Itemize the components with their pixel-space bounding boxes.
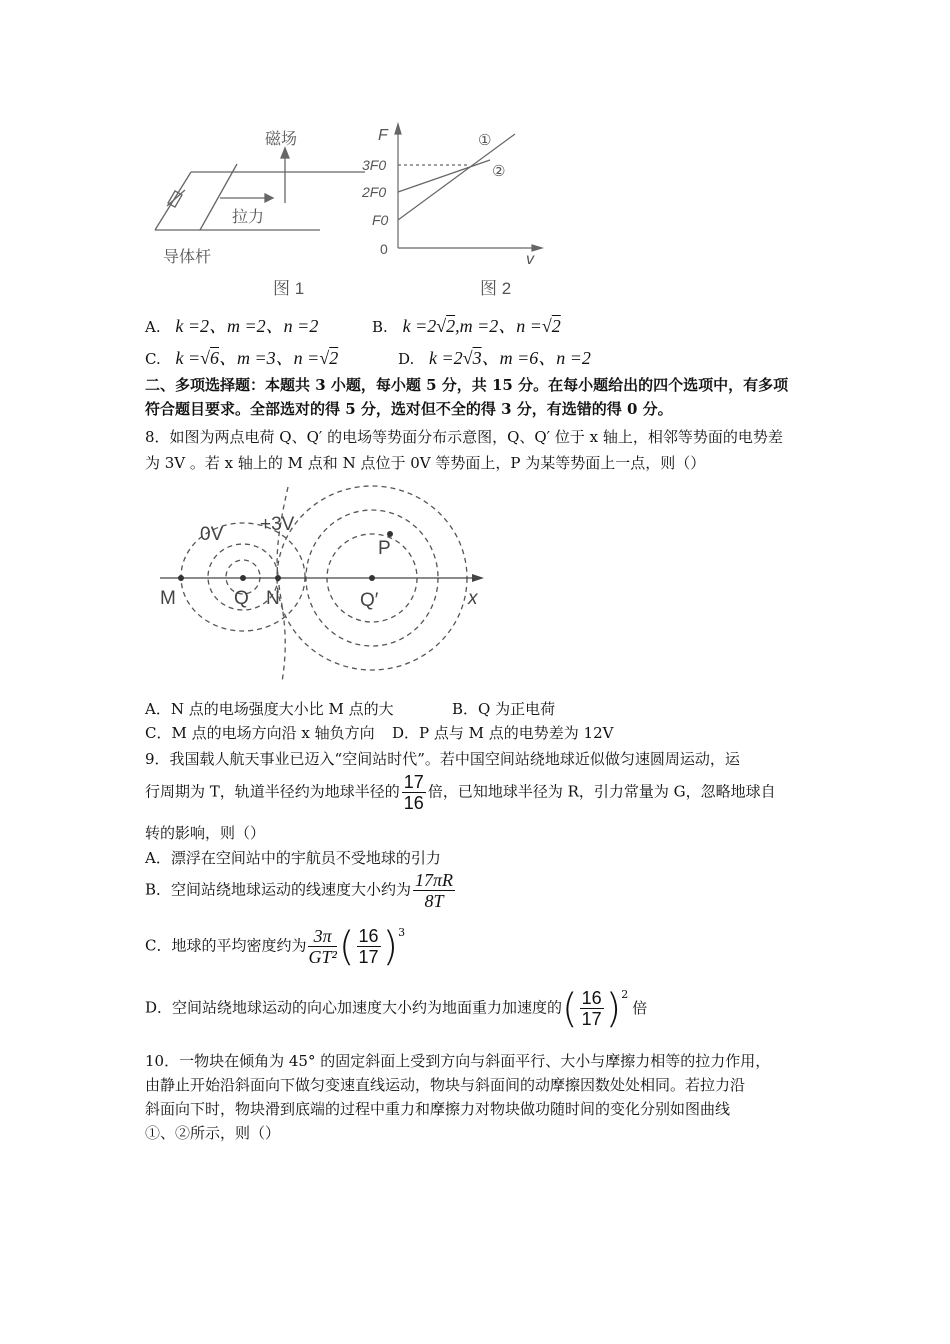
label-m: M — [160, 588, 176, 609]
q7-option-a: A. k =2、m =2、n =2 — [145, 316, 319, 336]
charge-q-prime — [369, 575, 375, 581]
fig2-tick-f0: F0 — [372, 212, 389, 228]
fig2-y-label: F — [378, 127, 388, 144]
fig2-x-label: v — [526, 251, 534, 268]
q8-option-d: D．P 点与 M 点的电势差为 12V — [392, 724, 614, 742]
q10-stem-line2: 由静止开始沿斜面向下做匀变速直线运动，物块与斜面间的动摩擦因数处处相同。若拉力沿 — [145, 1076, 746, 1094]
q9-c-inner-fraction: $\frac{16}{17}$ — [358, 926, 379, 967]
q9-b-fraction: $\frac{17\pi R}{8T}$ — [415, 870, 454, 911]
q8-x-arrowhead — [472, 574, 484, 582]
fig1-caption: 图 1 — [273, 279, 305, 298]
fig2-line2-label: ② — [492, 163, 506, 180]
q9-stem-line3: 转的影响，则（） — [145, 824, 266, 842]
point-n — [275, 575, 281, 581]
label-q: Q — [234, 588, 249, 609]
q9-stem-line1: 9．我国载人航天事业已迈入“空间站时代”。若中国空间站绕地球近似做匀速圆周运动，运 — [145, 750, 740, 768]
point-p — [387, 531, 393, 537]
pull-arrowhead — [265, 194, 273, 202]
q8-stem-line2: 为 3V 。若 x 轴上的 M 点和 N 点位于 0V 等势面上，P 为某等势面上一点，则（） — [145, 454, 706, 472]
fig1-pull-label: 拉力 — [232, 209, 265, 226]
q7-option-b: B. k =2√2,m =2、n =√2 — [372, 316, 561, 336]
point-m — [178, 575, 184, 581]
resistor-arrow — [167, 190, 185, 206]
fig2-caption: 图 2 — [480, 279, 512, 298]
q9-stem-line2: 行周期为 T，轨道半径约为地球半径的 $\frac{17}{16}$ 倍，已知地球半径为 R，引力常量为 G，忽略地球自 — [145, 772, 776, 813]
q10-stem-line3: 斜面向下时，物块滑到底端的过程中重力和摩擦力对物块做功随时间的变化分别如图曲线 — [145, 1100, 731, 1118]
fig1-rod-label: 导体杆 — [163, 249, 212, 266]
fig2-line1-label: ① — [478, 132, 492, 149]
q9-ratio-fraction: $\frac{17}{16}$ — [403, 772, 424, 813]
fig1-field-label: 磁场 — [265, 131, 298, 148]
q9-option-a: A．漂浮在空间站中的宇航员不受地球的引力 — [145, 849, 441, 867]
figure-1 — [145, 118, 375, 303]
section2-line2: 符合题目要求。全部选对的得 5 分，选对但不全的得 3 分，有选错的得 0 分。 — [145, 400, 673, 418]
figure-2 — [360, 118, 550, 303]
q8-option-c: C．M 点的电场方向沿 x 轴负方向 — [145, 724, 375, 742]
label-p: P — [378, 538, 391, 559]
fig2-tick-3f0: 3F0 — [362, 157, 387, 173]
fig2-tick-2f0: 2F0 — [362, 184, 387, 200]
q8-figure — [150, 482, 490, 687]
label-n: N — [266, 588, 280, 609]
q7-option-d: D. k =2√3、m =6、n =2 — [398, 348, 591, 368]
label-plus3v: +3V — [260, 514, 295, 535]
q10-stem-line4: ①、②所示，则（） — [145, 1124, 281, 1142]
q9-option-d: D．空间站绕地球运动的向心加速度大小约为地面重力加速度的( $\frac{16}{17}$ )$^2$倍 — [145, 985, 648, 1032]
q9-c-fraction: $\frac{3\pi}{\text{GT²}}$ — [308, 926, 337, 967]
q9-option-c: C．地球的平均密度约为 $\frac{3\pi}{\text{GT²}}$ ( $\frac{16}{17}$ )$^3$ — [145, 923, 406, 970]
q8-stem-line1: 8．如图为两点电荷 Q、Q′ 的电场等势面分布示意图，Q、Q′ 位于 x 轴上，相邻等势面的电势差 — [145, 428, 783, 446]
fig2-origin: 0 — [380, 241, 388, 257]
fig2-y-arrowhead — [395, 124, 401, 134]
field-arrowhead — [281, 148, 289, 158]
q9-d-fraction: $\frac{16}{17}$ — [581, 988, 602, 1029]
charge-q — [240, 575, 246, 581]
section2-line1: 二、多项选择题：本题共 3 小题，每小题 5 分，共 15 分。在每小题给出的四个选项中，有多项 — [145, 376, 789, 394]
q7-option-c: C. k =√6、m =3、n =√2 — [145, 348, 339, 368]
q8-option-a: A．N 点的电场强度大小比 M 点的大 — [145, 700, 394, 718]
label-0v: 0V — [200, 524, 224, 545]
q9-option-b: B．空间站绕地球运动的线速度大小约为 $\frac{17\pi R}{8T}$ — [145, 870, 454, 911]
label-q-prime: Q′ — [360, 590, 379, 611]
q10-stem-line1: 10．一物块在倾角为 45° 的固定斜面上受到方向与斜面平行、大小与摩擦力相等的拉力作用， — [145, 1052, 771, 1070]
label-x: x — [468, 588, 478, 609]
q8-option-b: B．Q 为正电荷 — [452, 700, 556, 718]
